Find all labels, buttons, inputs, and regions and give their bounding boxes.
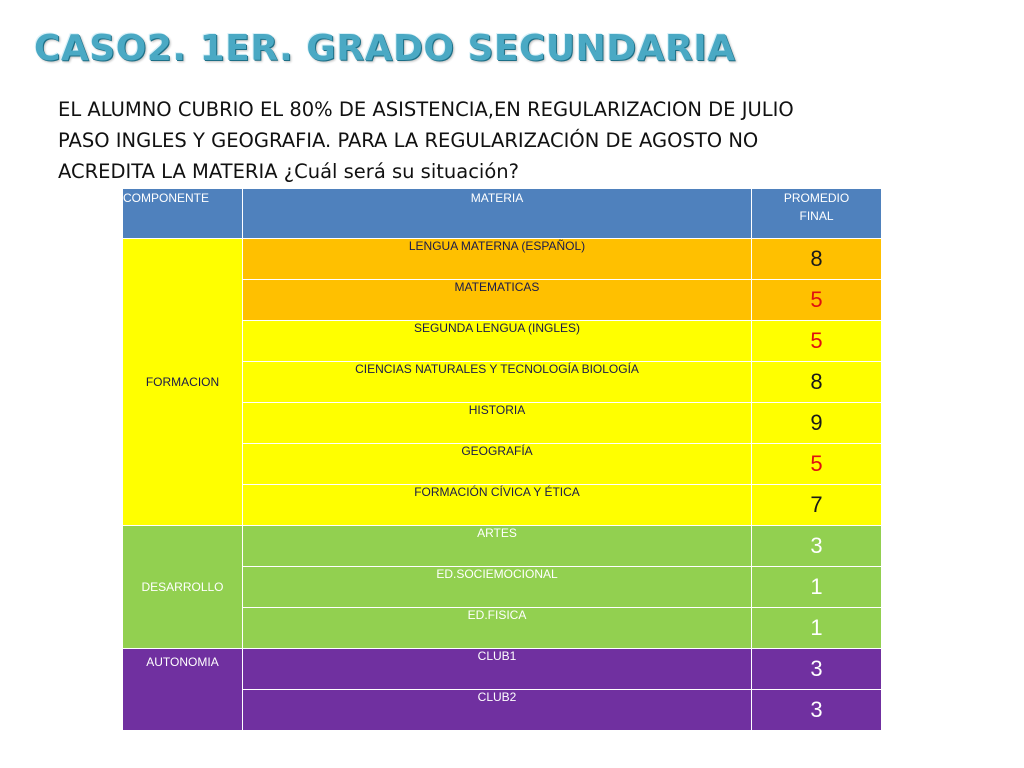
case-description-line: ACREDITA LA MATERIA ¿Cuál será su situación? bbox=[58, 160, 519, 183]
grades-table bbox=[122, 188, 882, 731]
component-formacion: FORMACION bbox=[123, 239, 243, 526]
grade-cell: 8 bbox=[752, 362, 882, 403]
table-row bbox=[123, 526, 882, 567]
header-materia: MATERIA bbox=[243, 189, 752, 239]
slide-title: CASO2. 1ER. GRADO SECUNDARIA bbox=[34, 28, 736, 69]
materia-cell: SEGUNDA LENGUA (INGLES) bbox=[243, 321, 752, 362]
materia-cell: HISTORIA bbox=[243, 403, 752, 444]
header-promedio-final bbox=[752, 189, 882, 239]
case-description-line: PASO INGLES Y GEOGRAFIA. PARA LA REGULARIZACIÓN DE AGOSTO NO bbox=[58, 129, 759, 152]
header-final-line: FINAL bbox=[799, 209, 834, 223]
materia-cell: ARTES bbox=[243, 526, 752, 567]
case-description bbox=[58, 94, 858, 187]
grade-cell: 8 bbox=[752, 239, 882, 280]
grade-cell: 9 bbox=[752, 403, 882, 444]
materia-cell: CLUB2 bbox=[243, 690, 752, 731]
grade-cell: 5 bbox=[752, 444, 882, 485]
materia-cell: GEOGRAFÍA bbox=[243, 444, 752, 485]
materia-cell: CIENCIAS NATURALES Y TECNOLOGÍA BIOLOGÍA bbox=[243, 362, 752, 403]
table-row bbox=[123, 239, 882, 280]
table-header-row bbox=[123, 189, 882, 239]
grade-cell: 5 bbox=[752, 280, 882, 321]
materia-cell: FORMACIÓN CÍVICA Y ÉTICA bbox=[243, 485, 752, 526]
materia-cell: ED.SOCIEMOCIONAL bbox=[243, 567, 752, 608]
component-autonomia: AUTONOMIA bbox=[123, 649, 243, 731]
grade-cell: 1 bbox=[752, 567, 882, 608]
table-row bbox=[123, 649, 882, 690]
materia-cell: CLUB1 bbox=[243, 649, 752, 690]
materia-cell: LENGUA MATERNA (ESPAÑOL) bbox=[243, 239, 752, 280]
header-componente: COMPONENTE bbox=[123, 189, 243, 239]
grade-cell: 3 bbox=[752, 526, 882, 567]
case-description-line: EL ALUMNO CUBRIO EL 80% DE ASISTENCIA,EN REGULARIZACION DE JULIO bbox=[58, 98, 794, 121]
component-desarrollo: DESARROLLO bbox=[123, 526, 243, 649]
materia-cell: ED.FISICA bbox=[243, 608, 752, 649]
grade-cell: 3 bbox=[752, 649, 882, 690]
grade-cell: 3 bbox=[752, 690, 882, 731]
grade-cell: 5 bbox=[752, 321, 882, 362]
grade-cell: 1 bbox=[752, 608, 882, 649]
header-promedio-line: PROMEDIO bbox=[783, 191, 850, 205]
grade-cell: 7 bbox=[752, 485, 882, 526]
materia-cell: MATEMATICAS bbox=[243, 280, 752, 321]
